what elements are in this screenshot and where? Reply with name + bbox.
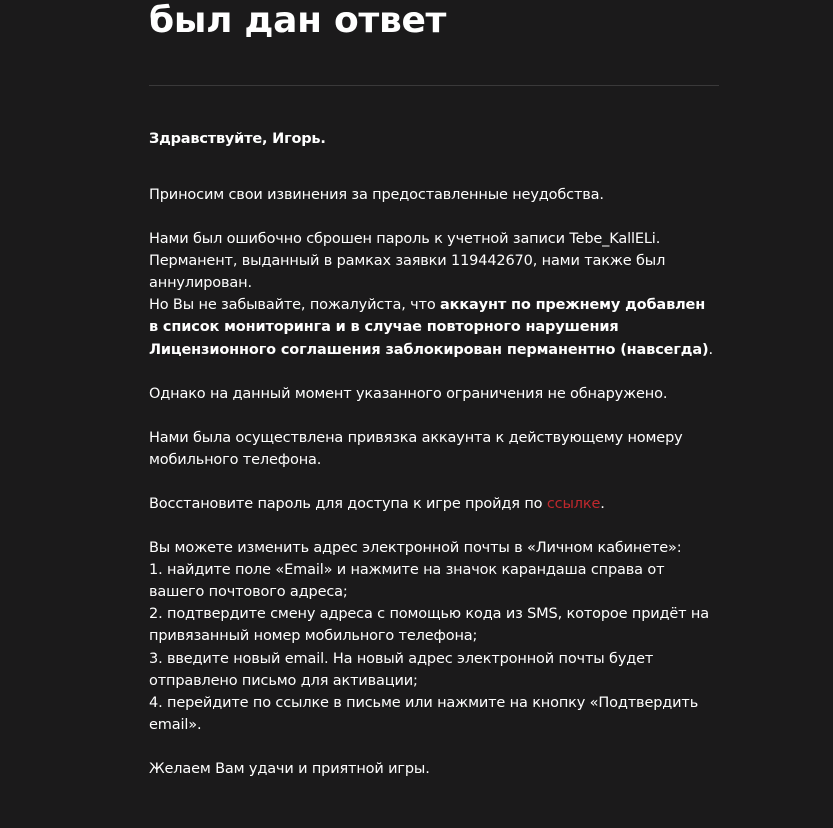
phone-bind-paragraph: Нами была осуществлена привязка аккаунта к действующему номеру мобильного телефона. — [149, 429, 683, 468]
email-step-1: 1. найдите поле «Email» и нажмите на значок карандаша справа от вашего почтового адреса; — [149, 562, 665, 601]
email-step-2: 2. подтвердите смену адреса с помощью кода из SMS, которое придёт на привязанный номер мобильного телефона; — [149, 606, 709, 645]
apology-paragraph: Приносим свои извинения за предоставленные неудобства. — [149, 187, 604, 203]
email-step-4: 4. перейдите по ссылке в письме или нажмите на кнопку «Подтвердить email». — [149, 694, 699, 733]
greeting: Здравствуйте, Игорь. — [149, 131, 326, 147]
no-restriction-paragraph: Однако на данный момент указанного ограничения не обнаружено. — [149, 385, 668, 402]
email-step-3: 3. введите новый email. На новый адрес электронной почты будет отправлено письмо для активации; — [149, 650, 654, 689]
title-divider — [149, 85, 719, 86]
reset-warning-prefix: Но Вы не забывайте, пожалуйста, что — [149, 297, 441, 314]
email-intro: Вы можете изменить адрес электронной почты в «Личном кабинете»: — [149, 540, 682, 557]
reset-line-2: Перманент, выданный в рамках заявки 119442670, нами также был аннулирован. — [149, 253, 666, 292]
restore-suffix: . — [600, 495, 605, 512]
password-reset-paragraph — [149, 228, 719, 361]
reset-warning-suffix: . — [708, 341, 713, 358]
reset-warning-bold: аккаунт по прежнему добавлен в список мониторинга и в случае повторного нарушения Лицензионного соглашения заблокирован перманентно (навсегда) — [149, 297, 709, 358]
restore-prefix: Восстановите пароль для доступа к игре пройдя по — [149, 495, 547, 512]
restore-paragraph — [149, 493, 719, 515]
email-change-paragraph — [149, 537, 719, 736]
restore-password-link[interactable]: ссылке — [546, 495, 601, 512]
message-body — [149, 184, 719, 802]
page-title: был дан ответ — [149, 0, 447, 41]
reset-line-1: Нами был ошибочно сброшен пароль к учетной записи Tebe_KallELi. — [149, 231, 661, 248]
closing-paragraph: Желаем Вам удачи и приятной игры. — [149, 760, 430, 777]
